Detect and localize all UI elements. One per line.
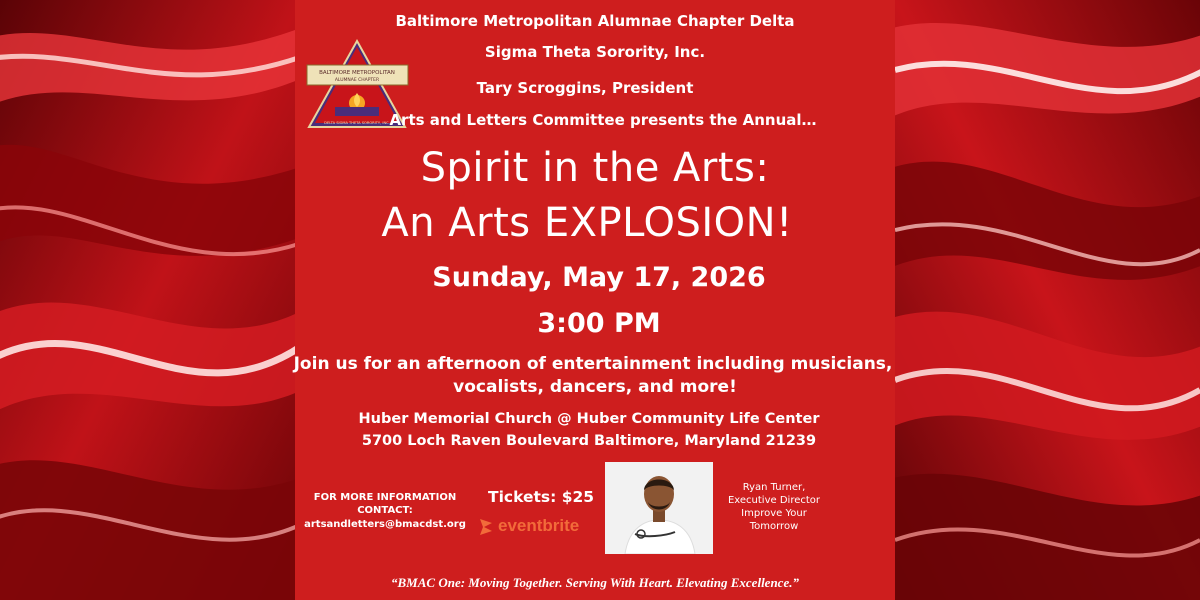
description-line2: vocalists, dancers, and more! [453,377,737,397]
contact-heading: FOR MORE INFORMATION [313,492,457,503]
right-red-swirl-background [895,0,1200,600]
contact-info [295,491,475,531]
eventbrite-icon [478,517,494,537]
presents-line: Arts and Letters Committee presents the Annual… [389,111,817,129]
svg-text:DELTA SIGMA THETA SORORITY, IN: DELTA SIGMA THETA SORORITY, INC. [324,121,390,125]
logo-banner-text: BALTIMORE METROPOLITAN [319,70,395,76]
event-time: 3:00 PM [537,308,661,339]
contact-label: CONTACT: [357,505,413,516]
speaker-caption [720,481,828,533]
event-title-line1: Spirit in the Arts: [420,145,770,191]
speaker-title-3: Tomorrow [749,521,799,532]
svg-text:ALUMNAE CHAPTER: ALUMNAE CHAPTER [334,78,380,83]
venue-name: Huber Memorial Church @ Huber Community Life Center [358,411,820,427]
speaker-name: Ryan Turner, [742,482,806,493]
contact-email-link[interactable]: artsandletters@bmacdst.org [304,519,466,530]
chapter-motto: “BMAC One: Moving Together. Serving With Heart. Elevating Excellence.” [391,575,799,590]
chapter-name-line1: Baltimore Metropolitan Alumnae Chapter Delta [395,12,795,30]
eventbrite-wordmark: eventbrite [498,516,580,535]
left-red-swirl-background [0,0,300,600]
speaker-title-1: Executive Director [727,495,821,506]
event-poster [295,0,895,600]
chapter-name-line2: Sigma Theta Sorority, Inc. [484,43,706,61]
speaker-photo [605,462,713,554]
venue-address: 5700 Loch Raven Boulevard Baltimore, Maryland 21239 [361,433,817,449]
event-title-line2: An Arts EXPLOSION! [381,200,793,246]
speaker-title-2: Improve Your [741,508,807,519]
president-line: Tary Scroggins, President [476,79,694,97]
event-date: Sunday, May 17, 2026 [432,262,766,293]
ticket-price: Tickets: $25 [488,488,595,506]
description-line1: Join us for an afternoon of entertainment including musicians, [293,354,893,374]
